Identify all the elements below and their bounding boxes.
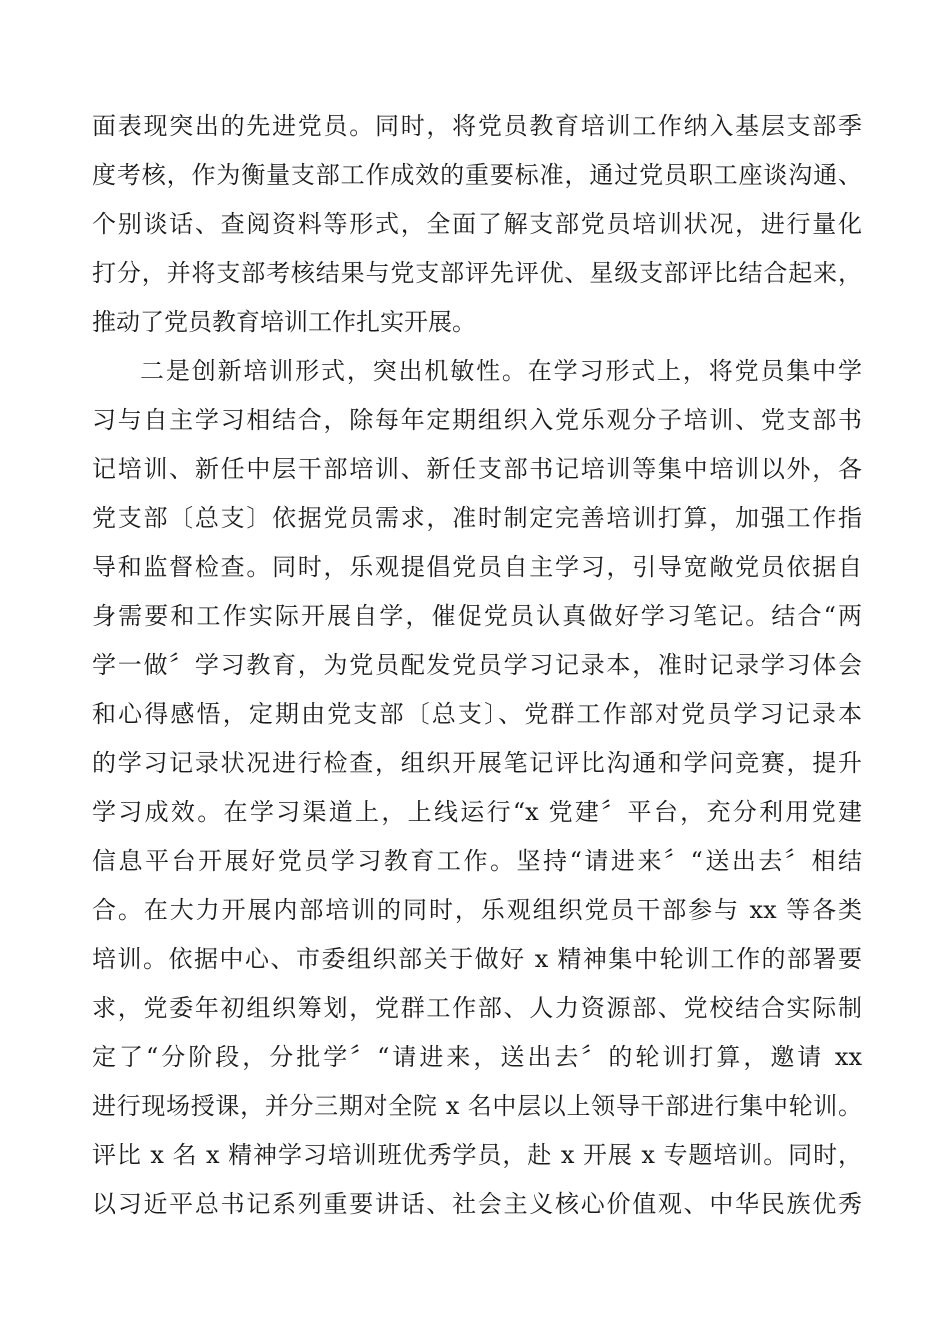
text-line: 习与自主学习相结合，除每年定期组织入党乐观分子培训、党支部书	[92, 406, 862, 434]
text-line: 以习近平总书记系列重要讲话、社会主义核心价值观、中华民族优秀	[92, 1190, 862, 1218]
text-line: 和心得感悟，定期由党支部〔总支〕、党群工作部对党员学习记录本	[92, 700, 862, 728]
text-line: 个别谈话、查阅资料等形式，全面了解支部党员培训状况，进行量化	[92, 210, 862, 238]
text-line: 记培训、新任中层干部培训、新任支部书记培训等集中培训以外，各	[92, 455, 862, 483]
paragraph-assessment	[92, 102, 862, 347]
text-line: 学一做〞学习教育，为党员配发党员学习记录本，准时记录学习体会	[92, 651, 862, 679]
text-line: 的学习记录状况进行检查，组织开展笔记评比沟通和学问竞赛，提升	[92, 749, 862, 777]
paragraph-training-forms	[92, 347, 862, 1229]
text-line: 定了“分阶段，分批学〞“请进来，送出去〞的轮训打算，邀请 xx	[92, 1043, 862, 1071]
text-line: 党支部〔总支〕依据党员需求，准时制定完善培训打算，加强工作指	[92, 504, 862, 532]
text-line: 打分，并将支部考核结果与党支部评先评优、星级支部评比结合起来，	[92, 259, 862, 287]
text-line: 培训。依据中心、市委组织部关于做好 x 精神集中轮训工作的部署要	[92, 945, 862, 973]
text-line: 导和监督检查。同时，乐观提倡党员自主学习，引导宽敞党员依据自	[92, 553, 862, 581]
body-text	[92, 102, 862, 1229]
text-line: 评比 x 名 x 精神学习培训班优秀学员，赴 x 开展 x 专题培训。同时，	[92, 1141, 862, 1169]
text-line: 推动了党员教育培训工作扎实开展。	[92, 308, 476, 336]
text-line: 面表现突出的先进党员。同时，将党员教育培训工作纳入基层支部季	[92, 112, 862, 140]
text-line: 二是创新培训形式，突出机敏性。在学习形式上，将党员集中学	[140, 357, 862, 385]
text-line: 进行现场授课，并分三期对全院 x 名中层以上领导干部进行集中轮训。	[92, 1092, 862, 1120]
text-line: 度考核，作为衡量支部工作成效的重要标准，通过党员职工座谈沟通、	[92, 161, 862, 189]
text-line: 合。在大力开展内部培训的同时，乐观组织党员干部参与 xx 等各类	[92, 896, 862, 924]
text-line: 信息平台开展好党员学习教育工作。坚持“请进来〞“送出去〞相结	[92, 847, 862, 875]
text-line: 求，党委年初组织筹划，党群工作部、人力资源部、党校结合实际制	[92, 994, 862, 1022]
text-line: 学习成效。在学习渠道上，上线运行“x 党建〞平台，充分利用党建	[92, 798, 862, 826]
text-line: 身需要和工作实际开展自学，催促党员认真做好学习笔记。结合“两	[92, 602, 862, 630]
